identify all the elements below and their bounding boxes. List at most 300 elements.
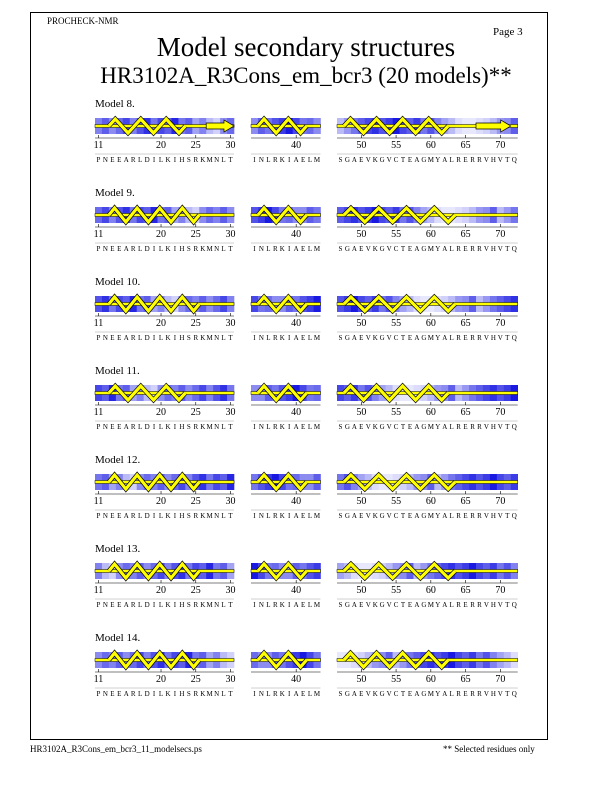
- residue-letter: D: [144, 245, 150, 253]
- residue-letter: E: [407, 512, 413, 520]
- residue-letter: I: [173, 245, 177, 253]
- residue-letter: I: [152, 245, 156, 253]
- residue-letter: K: [279, 512, 285, 520]
- residue-letter: T: [400, 334, 406, 342]
- residue-letter: M: [427, 245, 434, 253]
- residue-letter: D: [144, 512, 150, 520]
- residue-letter: T: [228, 601, 233, 609]
- residue-letter: L: [221, 423, 226, 431]
- residue-letter: M: [427, 156, 434, 164]
- model-panel: [0, 276, 612, 356]
- residue-letter: V: [497, 245, 503, 253]
- residue-letter: G: [421, 334, 427, 342]
- tick-label: 25: [190, 496, 201, 507]
- residue-letter: E: [300, 423, 306, 431]
- tick-label: 20: [156, 229, 167, 240]
- residue-letter: R: [193, 601, 199, 609]
- residue-letter: L: [307, 601, 313, 609]
- residue-letter: L: [138, 334, 143, 342]
- residue-letter: C: [393, 156, 399, 164]
- residue-letter: R: [130, 423, 136, 431]
- residue-letter: N: [258, 690, 264, 698]
- residue-letter: E: [359, 156, 364, 164]
- residue-letter: A: [123, 690, 129, 698]
- residue-letter: V: [386, 156, 392, 164]
- residue-letter: V: [365, 156, 371, 164]
- residue-letter: R: [193, 245, 199, 253]
- residue-letter: K: [372, 601, 378, 609]
- residue-letter: S: [186, 334, 191, 342]
- residue-letter: M: [206, 601, 213, 609]
- page-subtitle: HR3102A_R3Cons_em_bcr3 (20 models)**: [100, 63, 512, 88]
- residue-letter: A: [351, 156, 357, 164]
- residue-letter: L: [158, 690, 164, 698]
- model-label: Model 9.: [95, 187, 135, 199]
- residue-letter: I: [253, 334, 256, 342]
- residue-letter: K: [372, 512, 378, 520]
- residue-letter: E: [359, 245, 364, 253]
- residue-letter: K: [372, 156, 378, 164]
- residue-letter: E: [407, 334, 413, 342]
- residue-letter: M: [206, 245, 213, 253]
- residue-letter: R: [130, 512, 136, 520]
- residue-letter: A: [293, 423, 299, 431]
- residue-letter: E: [117, 334, 122, 342]
- residue-letter: A: [351, 423, 357, 431]
- residue-letter: E: [407, 601, 413, 609]
- residue-letter: M: [313, 601, 321, 609]
- residue-letter: N: [214, 601, 220, 609]
- residue-letter: K: [279, 156, 285, 164]
- residue-letter: T: [505, 245, 510, 253]
- structure-diagram: [0, 454, 612, 534]
- residue-letter: R: [456, 601, 461, 609]
- residue-letter: E: [463, 156, 468, 164]
- residue-letter: I: [173, 423, 177, 431]
- residue-letter: T: [228, 334, 233, 342]
- residue-letter: M: [427, 334, 434, 342]
- tick-label: 20: [156, 674, 167, 685]
- residue-letter: L: [221, 156, 226, 164]
- residue-letter: R: [477, 334, 482, 342]
- residue-letter: K: [200, 334, 206, 342]
- residue-letter: L: [158, 334, 164, 342]
- residue-letter: I: [288, 334, 291, 342]
- residue-letter: A: [442, 156, 448, 164]
- tick-label: 30: [225, 140, 236, 151]
- residue-letter: L: [221, 334, 226, 342]
- residue-letter: T: [400, 245, 406, 253]
- residue-letter: R: [456, 156, 461, 164]
- page-title: Model secondary structures: [156, 32, 456, 62]
- residue-letter: R: [477, 601, 482, 609]
- residue-letter: G: [379, 334, 385, 342]
- residue-letter: T: [505, 156, 510, 164]
- residue-letter: M: [427, 423, 434, 431]
- residue-letter: V: [483, 334, 489, 342]
- tick-label: 25: [190, 585, 201, 596]
- residue-letter: A: [442, 601, 448, 609]
- residue-letter: T: [505, 690, 510, 698]
- residue-letter: T: [400, 690, 406, 698]
- tick-label: 55: [391, 674, 402, 685]
- segment-3: [337, 652, 518, 698]
- residue-letter: K: [200, 245, 206, 253]
- residue-letter: R: [130, 601, 136, 609]
- residue-letter: A: [414, 156, 420, 164]
- residue-letter: H: [179, 334, 185, 342]
- residue-letter: L: [158, 245, 164, 253]
- segment-3: [337, 385, 518, 431]
- residue-letter: H: [179, 245, 185, 253]
- residue-letter: G: [344, 423, 350, 431]
- residue-letter: Y: [435, 423, 441, 431]
- residue-letter: P: [96, 690, 101, 698]
- residue-letter: A: [442, 690, 448, 698]
- footer-note: ** Selected residues only: [443, 744, 535, 754]
- residue-letter: Q: [511, 690, 517, 698]
- residue-letter: L: [449, 245, 454, 253]
- residue-letter: R: [193, 156, 199, 164]
- structure-diagram: [0, 543, 612, 623]
- residue-letter: K: [165, 512, 171, 520]
- residue-letter: R: [470, 334, 475, 342]
- residue-letter: N: [258, 334, 264, 342]
- residue-letter: E: [359, 512, 364, 520]
- residue-letter: S: [186, 423, 191, 431]
- residue-letter: E: [110, 512, 115, 520]
- residue-letter: R: [272, 245, 278, 253]
- residue-letter: L: [449, 690, 454, 698]
- residue-letter: C: [393, 334, 399, 342]
- residue-letter: H: [179, 601, 185, 609]
- residue-letter: E: [117, 245, 122, 253]
- residue-letter: K: [372, 334, 378, 342]
- residue-letter: E: [463, 601, 468, 609]
- residue-letter: D: [144, 601, 150, 609]
- residue-letter: L: [307, 512, 313, 520]
- residue-letter: K: [372, 423, 378, 431]
- residue-letter: E: [117, 690, 122, 698]
- residue-letter: L: [158, 601, 164, 609]
- tick-label: 40: [291, 229, 302, 240]
- residue-letter: G: [421, 423, 427, 431]
- residue-letter: P: [96, 423, 101, 431]
- residue-letter: G: [379, 423, 385, 431]
- residue-letter: E: [463, 690, 468, 698]
- residue-letter: K: [372, 690, 378, 698]
- tick-label: 60: [425, 496, 436, 507]
- residue-letter: L: [138, 156, 143, 164]
- residue-letter: N: [102, 690, 108, 698]
- residue-letter: T: [505, 512, 510, 520]
- residue-letter: R: [193, 423, 199, 431]
- tick-label: 60: [425, 674, 436, 685]
- residue-letter: S: [186, 156, 191, 164]
- residue-letter: H: [179, 512, 185, 520]
- residue-letter: V: [497, 156, 503, 164]
- tick-label: 70: [495, 674, 506, 685]
- residue-letter: S: [186, 601, 191, 609]
- residue-letter: N: [214, 245, 220, 253]
- tick-label: 30: [225, 496, 236, 507]
- residue-letter: T: [228, 245, 233, 253]
- residue-letter: Y: [435, 601, 441, 609]
- residue-letter: E: [407, 245, 413, 253]
- residue-letter: R: [193, 334, 199, 342]
- residue-letter: G: [344, 334, 350, 342]
- tick-label: 60: [425, 407, 436, 418]
- residue-letter: A: [123, 334, 129, 342]
- residue-letter: R: [470, 156, 475, 164]
- residue-letter: L: [138, 245, 143, 253]
- tick-label: 50: [356, 407, 367, 418]
- tick-label: 65: [460, 229, 471, 240]
- residue-letter: H: [490, 512, 496, 520]
- residue-letter: V: [483, 156, 489, 164]
- residue-letter: R: [130, 334, 136, 342]
- tick-label: 70: [495, 140, 506, 151]
- tick-label: 65: [460, 674, 471, 685]
- residue-letter: R: [456, 423, 461, 431]
- residue-letter: K: [200, 601, 206, 609]
- residue-letter: A: [351, 601, 357, 609]
- residue-letter: A: [414, 423, 420, 431]
- residue-letter: A: [414, 245, 420, 253]
- residue-letter: I: [288, 512, 291, 520]
- residue-letter: C: [393, 245, 399, 253]
- residue-letter: I: [152, 512, 156, 520]
- residue-letter: L: [138, 423, 143, 431]
- tick-label: 55: [391, 496, 402, 507]
- model-panel: [0, 543, 612, 623]
- residue-letter: V: [386, 334, 392, 342]
- residue-letter: V: [497, 334, 503, 342]
- residue-letter: L: [266, 690, 271, 698]
- residue-letter: I: [173, 512, 177, 520]
- residue-letter: V: [365, 690, 371, 698]
- residue-letter: A: [414, 512, 420, 520]
- residue-letter: S: [338, 156, 343, 164]
- residue-letter: G: [421, 601, 427, 609]
- coil-line: [337, 659, 518, 662]
- residue-letter: R: [193, 690, 199, 698]
- tick-label: 65: [460, 318, 471, 329]
- residue-letter: A: [351, 690, 357, 698]
- tick-label: 70: [495, 318, 506, 329]
- residue-letter: N: [258, 423, 264, 431]
- residue-letter: R: [456, 334, 461, 342]
- residue-letter: A: [442, 245, 448, 253]
- residue-letter: G: [379, 601, 385, 609]
- residue-letter: L: [266, 512, 271, 520]
- residue-letter: N: [102, 156, 108, 164]
- program-name: PROCHECK-NMR: [47, 16, 119, 26]
- residue-letter: H: [179, 423, 185, 431]
- residue-letter: V: [365, 334, 371, 342]
- residue-letter: L: [266, 423, 271, 431]
- tick-label: 20: [156, 318, 167, 329]
- residue-letter: R: [470, 690, 475, 698]
- residue-letter: A: [123, 423, 129, 431]
- residue-letter: A: [123, 156, 129, 164]
- model-label: Model 14.: [95, 632, 141, 644]
- residue-letter: I: [173, 156, 177, 164]
- residue-letter: I: [288, 601, 291, 609]
- residue-letter: E: [117, 512, 122, 520]
- residue-letter: R: [130, 245, 136, 253]
- residue-letter: Q: [511, 245, 517, 253]
- tick-label: 25: [190, 140, 201, 151]
- residue-letter: G: [421, 245, 427, 253]
- residue-letter: V: [365, 512, 371, 520]
- residue-letter: E: [117, 156, 122, 164]
- residue-letter: G: [379, 690, 385, 698]
- residue-letter: E: [359, 690, 364, 698]
- residue-letter: L: [266, 334, 271, 342]
- residue-letter: P: [96, 334, 101, 342]
- tick-label: 30: [225, 674, 236, 685]
- residue-letter: N: [214, 690, 220, 698]
- tick-label: 50: [356, 140, 367, 151]
- tick-label: 70: [495, 496, 506, 507]
- residue-letter: L: [138, 601, 143, 609]
- residue-letter: K: [279, 690, 285, 698]
- residue-letter: Q: [511, 334, 517, 342]
- residue-letter: A: [351, 334, 357, 342]
- tick-label: 65: [460, 496, 471, 507]
- tick-label: 50: [356, 229, 367, 240]
- residue-letter: E: [300, 690, 306, 698]
- residue-letter: L: [158, 423, 164, 431]
- residue-letter: M: [206, 690, 213, 698]
- residue-letter: V: [483, 601, 489, 609]
- segment-1: [94, 385, 236, 431]
- residue-letter: T: [400, 156, 406, 164]
- residue-letter: S: [186, 690, 191, 698]
- residue-letter: C: [393, 512, 399, 520]
- residue-letter: I: [173, 601, 177, 609]
- residue-letter: K: [165, 156, 171, 164]
- residue-letter: A: [414, 334, 420, 342]
- residue-letter: G: [421, 156, 427, 164]
- residue-letter: S: [338, 690, 343, 698]
- tick-label: 50: [356, 318, 367, 329]
- tick-label: 60: [425, 140, 436, 151]
- structure-diagram: [0, 632, 612, 712]
- residue-letter: M: [313, 334, 321, 342]
- tick-label: 20: [156, 140, 167, 151]
- residue-letter: I: [173, 690, 177, 698]
- residue-letter: C: [393, 601, 399, 609]
- residue-letter: L: [266, 601, 271, 609]
- residue-letter: E: [110, 601, 115, 609]
- residue-letter: Y: [435, 245, 441, 253]
- tick-label: 11: [93, 496, 104, 507]
- residue-letter: E: [117, 601, 122, 609]
- residue-letter: K: [279, 334, 285, 342]
- residue-letter: A: [293, 601, 299, 609]
- tick-label: 25: [190, 674, 201, 685]
- residue-letter: S: [338, 601, 343, 609]
- residue-letter: M: [427, 601, 434, 609]
- residue-letter: L: [307, 334, 313, 342]
- residue-letter: E: [300, 156, 306, 164]
- tick-label: 65: [460, 585, 471, 596]
- residue-letter: V: [483, 512, 489, 520]
- residue-letter: L: [307, 156, 313, 164]
- residue-letter: E: [300, 334, 306, 342]
- residue-letter: A: [123, 601, 129, 609]
- residue-letter: I: [253, 156, 256, 164]
- residue-letter: V: [483, 690, 489, 698]
- residue-letter: T: [505, 423, 510, 431]
- residue-letter: S: [186, 512, 191, 520]
- residue-letter: C: [393, 690, 399, 698]
- residue-letter: G: [379, 245, 385, 253]
- residue-letter: R: [477, 245, 482, 253]
- residue-letter: I: [288, 690, 291, 698]
- residue-letter: M: [206, 512, 213, 520]
- residue-letter: T: [228, 156, 233, 164]
- residue-letter: R: [477, 690, 482, 698]
- residue-letter: N: [214, 512, 220, 520]
- residue-letter: A: [414, 601, 420, 609]
- residue-letter: K: [165, 334, 171, 342]
- residue-letter: N: [258, 601, 264, 609]
- residue-letter: V: [365, 601, 371, 609]
- model-label: Model 12.: [95, 454, 141, 466]
- tick-label: 65: [460, 140, 471, 151]
- residue-letter: K: [279, 423, 285, 431]
- residue-letter: T: [228, 423, 233, 431]
- residue-letter: A: [123, 512, 129, 520]
- residue-letter: R: [470, 512, 475, 520]
- residue-letter: V: [497, 423, 503, 431]
- residue-letter: K: [165, 245, 171, 253]
- tick-label: 40: [291, 140, 302, 151]
- residue-letter: A: [293, 156, 299, 164]
- residue-letter: A: [414, 690, 420, 698]
- residue-letter: R: [272, 601, 278, 609]
- residue-letter: I: [253, 690, 256, 698]
- tick-label: 55: [391, 407, 402, 418]
- residue-letter: R: [272, 423, 278, 431]
- page-number: Page 3: [493, 26, 523, 38]
- residue-letter: V: [483, 245, 489, 253]
- residue-letter: N: [258, 245, 264, 253]
- model-label: Model 13.: [95, 543, 141, 555]
- tick-label: 11: [93, 674, 104, 685]
- residue-letter: E: [359, 601, 364, 609]
- structure-diagram: [0, 187, 612, 267]
- tick-label: 40: [291, 585, 302, 596]
- residue-letter: S: [338, 245, 343, 253]
- residue-letter: E: [407, 690, 413, 698]
- residue-letter: Y: [435, 334, 441, 342]
- residue-letter: I: [253, 512, 256, 520]
- residue-letter: L: [449, 423, 454, 431]
- residue-letter: I: [152, 601, 156, 609]
- residue-letter: N: [102, 423, 108, 431]
- residue-letter: N: [214, 334, 220, 342]
- residue-letter: E: [463, 334, 468, 342]
- tick-label: 30: [225, 318, 236, 329]
- residue-letter: H: [490, 156, 496, 164]
- residue-letter: A: [351, 245, 357, 253]
- residue-letter: V: [386, 601, 392, 609]
- residue-letter: G: [344, 690, 350, 698]
